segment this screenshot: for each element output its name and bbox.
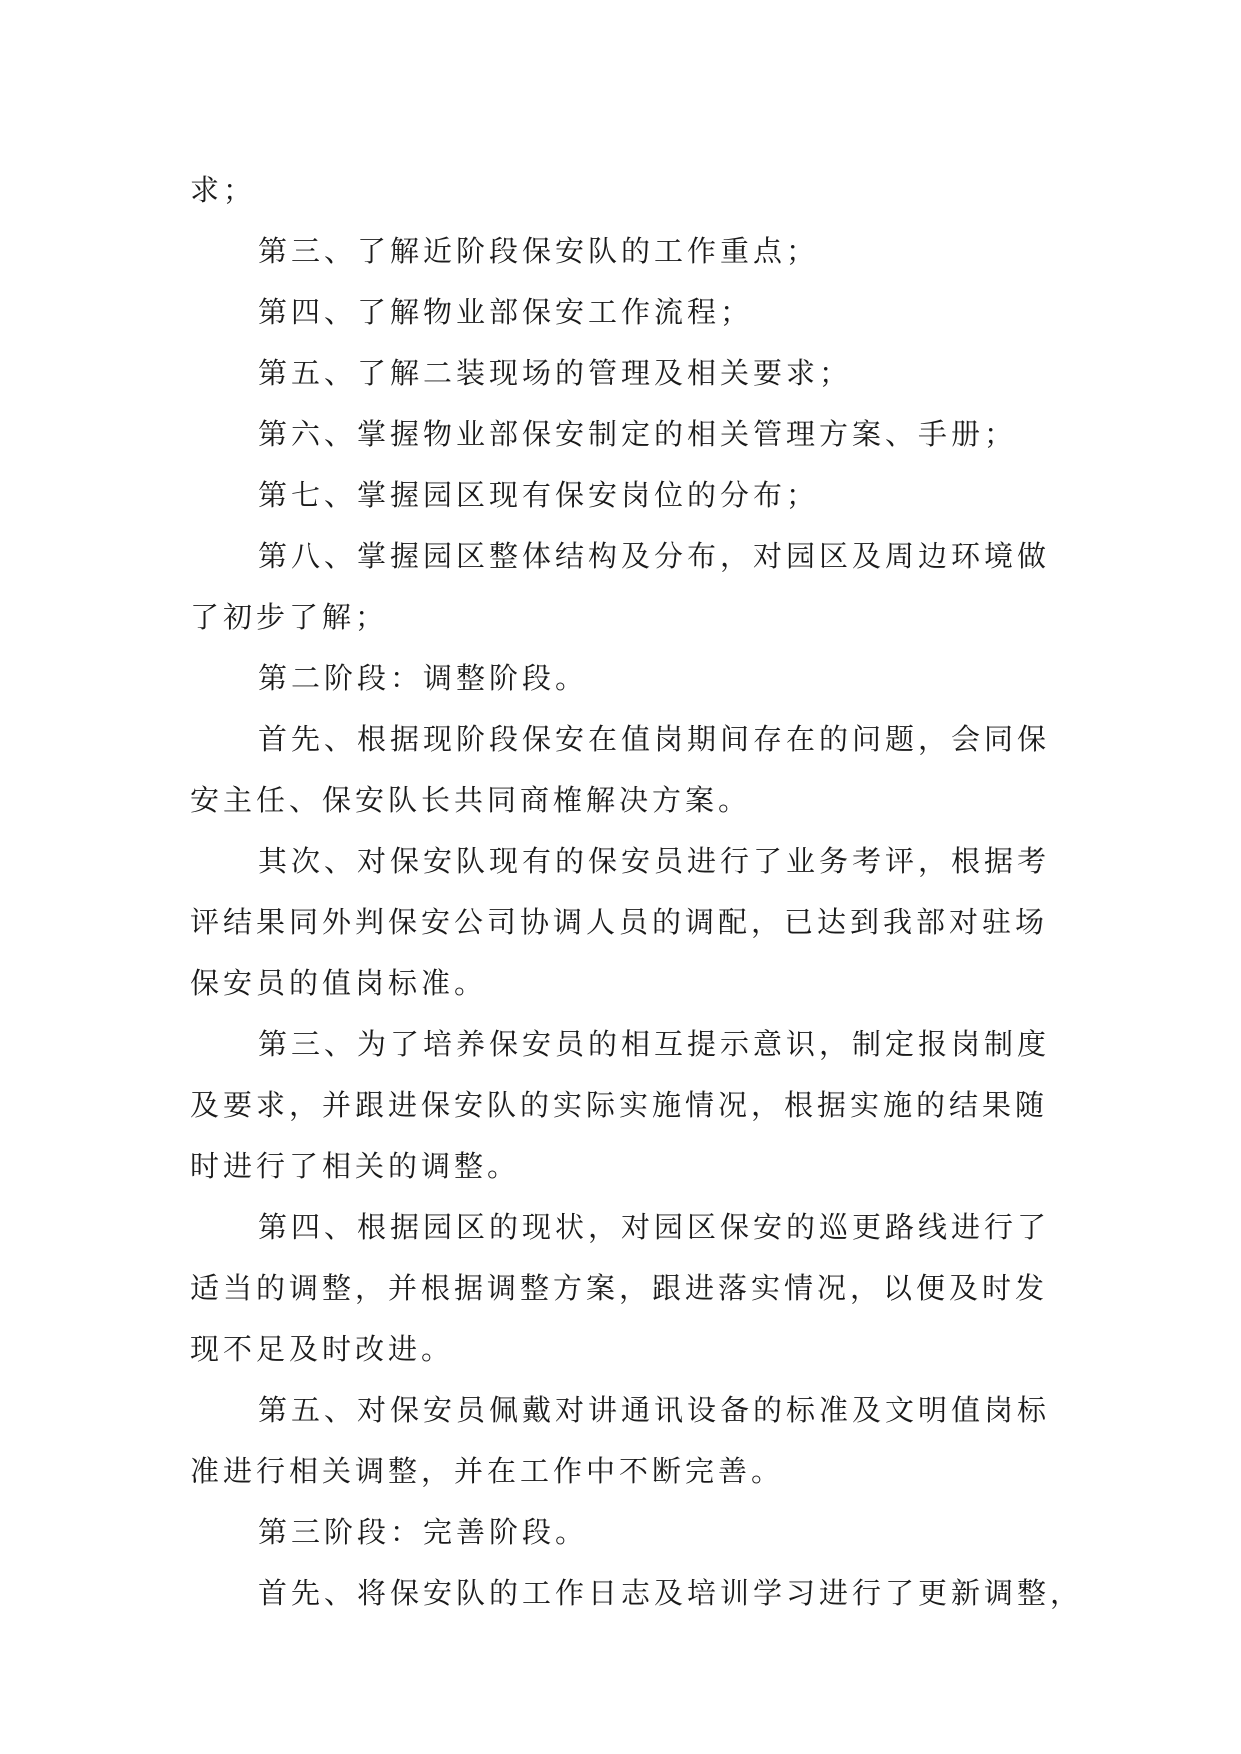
- text-line: 安主任、保安队长共同商榷解决方案。: [190, 783, 752, 817]
- text-line: 准进行相关调整，并在工作中不断完善。: [190, 1454, 785, 1488]
- document-body: [190, 160, 1084, 1624]
- text-line: 求；: [190, 173, 257, 207]
- text-line: 首先、根据现阶段保安在值岗期间存在的问题，会同保: [258, 722, 1051, 756]
- text-line: 评结果同外判保安公司协调人员的调配，已达到我部对驻场: [190, 905, 1049, 939]
- text-line: 其次、对保安队现有的保安员进行了业务考评，根据考: [258, 844, 1051, 878]
- text-line: 适当的调整，并根据调整方案，跟进落实情况，以便及时发: [190, 1271, 1049, 1305]
- text-line: 第二阶段：调整阶段。: [258, 661, 589, 695]
- text-line: 第四、了解物业部保安工作流程；: [258, 295, 754, 329]
- text-line: 了初步了解；: [190, 600, 389, 634]
- text-line: 时进行了相关的调整。: [190, 1149, 521, 1183]
- text-line: 第四、根据园区的现状，对园区保安的巡更路线进行了: [258, 1210, 1051, 1244]
- text-line: 第三阶段：完善阶段。: [258, 1515, 589, 1549]
- text-line: 第六、掌握物业部保安制定的相关管理方案、手册；: [258, 417, 1018, 451]
- text-line: 第五、对保安员佩戴对讲通讯设备的标准及文明值岗标: [258, 1393, 1051, 1427]
- text-line: 及要求，并跟进保安队的实际实施情况，根据实施的结果随: [190, 1088, 1049, 1122]
- text-line: 第八、掌握园区整体结构及分布，对园区及周边环境做: [258, 539, 1051, 573]
- text-line: 第三、为了培养保安员的相互提示意识，制定报岗制度: [258, 1027, 1051, 1061]
- text-line: 首先、将保安队的工作日志及培训学习进行了更新调整，: [258, 1576, 1084, 1610]
- text-line: 第三、了解近阶段保安队的工作重点；: [258, 234, 820, 268]
- text-line: 第七、掌握园区现有保安岗位的分布；: [258, 478, 820, 512]
- text-line: 保安员的值岗标准。: [190, 966, 488, 1000]
- text-line: 第五、了解二装现场的管理及相关要求；: [258, 356, 853, 390]
- text-line: 现不足及时改进。: [190, 1332, 455, 1366]
